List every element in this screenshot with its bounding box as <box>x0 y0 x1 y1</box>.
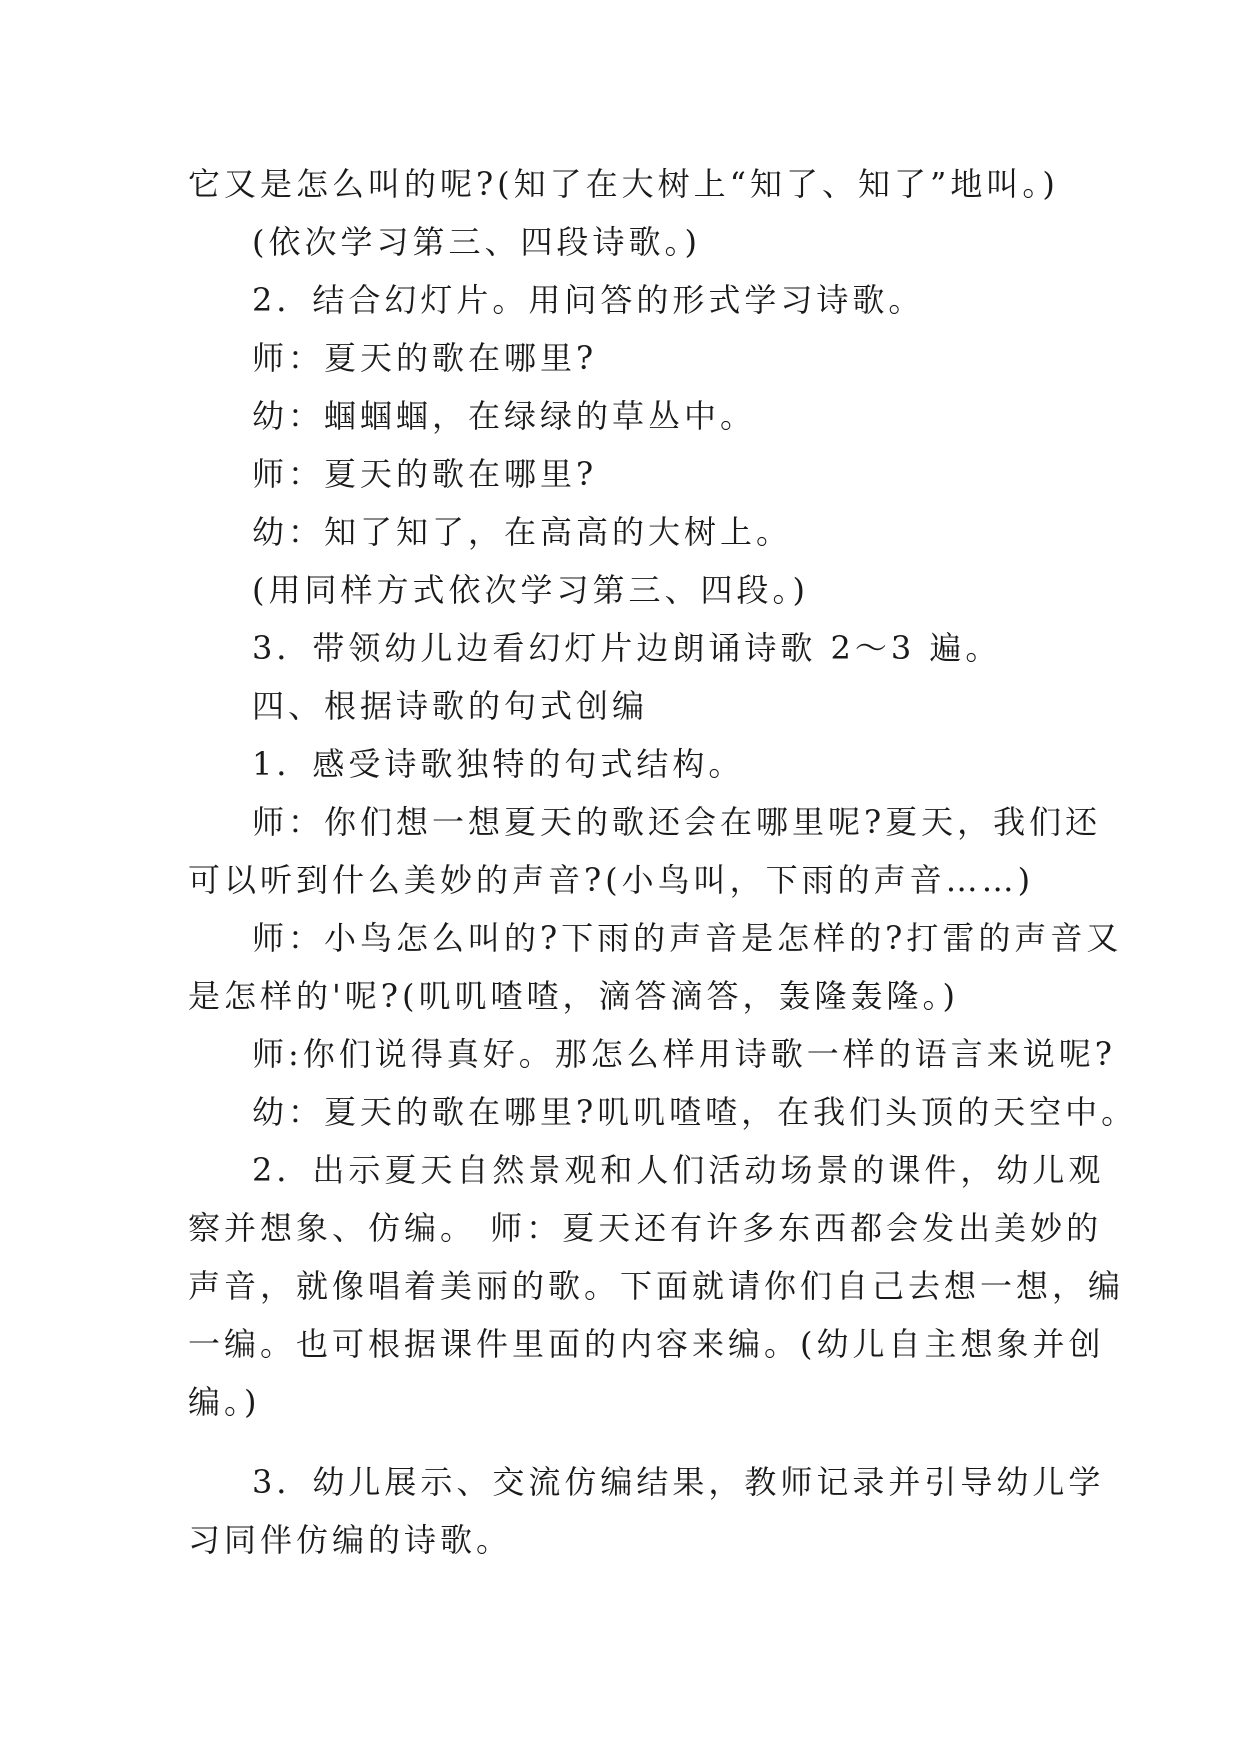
text-line: (用同样方式依次学习第三、四段。) <box>252 571 809 609</box>
text-line: 2．出示夏天自然景观和人们活动场景的课件，幼儿观 <box>252 1151 1105 1189</box>
text-line: 师：小鸟怎么叫的?下雨的声音是怎样的?打雷的声音又 <box>252 919 1123 957</box>
text-line: 2．结合幻灯片。用问答的形式学习诗歌。 <box>252 281 925 319</box>
text-line: 声音，就像唱着美丽的歌。下面就请你们自己去想一想，编 <box>188 1267 1125 1305</box>
text-line: 1．感受诗歌独特的句式结构。 <box>252 745 745 783</box>
text-line: 察并想象、仿编。 师：夏天还有许多东西都会发出美妙的 <box>188 1209 1103 1247</box>
text-line: 幼：知了知了，在高高的大树上。 <box>252 513 793 551</box>
text-line: 3．带领幼儿边看幻灯片边朗诵诗歌 2～3 遍。 <box>252 629 1002 667</box>
text-line: 编。) <box>188 1383 261 1421</box>
text-line: 习同伴仿编的诗歌。 <box>188 1521 513 1559</box>
text-line: 幼：蝈蝈蝈，在绿绿的草丛中。 <box>252 397 757 435</box>
text-line: 师：夏天的歌在哪里? <box>252 339 598 377</box>
text-line: 师：你们想一想夏天的歌还会在哪里呢?夏天，我们还 <box>252 803 1102 841</box>
text-line: (依次学习第三、四段诗歌。) <box>252 223 701 261</box>
text-line: 3．幼儿展示、交流仿编结果，教师记录并引导幼儿学 <box>252 1463 1105 1501</box>
text-line: 师：夏天的歌在哪里? <box>252 455 598 493</box>
text-line: 一编。也可根据课件里面的内容来编。(幼儿自主想象并创 <box>188 1325 1105 1363</box>
text-line: 可以听到什么美妙的声音?(小鸟叫，下雨的声音……) <box>188 861 1035 899</box>
text-line: 师:你们说得真好。那怎么样用诗歌一样的语言来说呢? <box>252 1035 1116 1073</box>
text-line: 幼：夏天的歌在哪里?叽叽喳喳，在我们头顶的天空中。 <box>252 1093 1138 1131</box>
text-line: 它又是怎么叫的呢?(知了在大树上“知了、知了”地叫。) <box>188 165 1059 203</box>
section-heading: 四、根据诗歌的句式创编 <box>252 687 649 725</box>
document-page <box>188 155 1138 1569</box>
text-line: 是怎样的'呢?(叽叽喳喳，滴答滴答，轰隆轰隆。) <box>188 977 959 1015</box>
